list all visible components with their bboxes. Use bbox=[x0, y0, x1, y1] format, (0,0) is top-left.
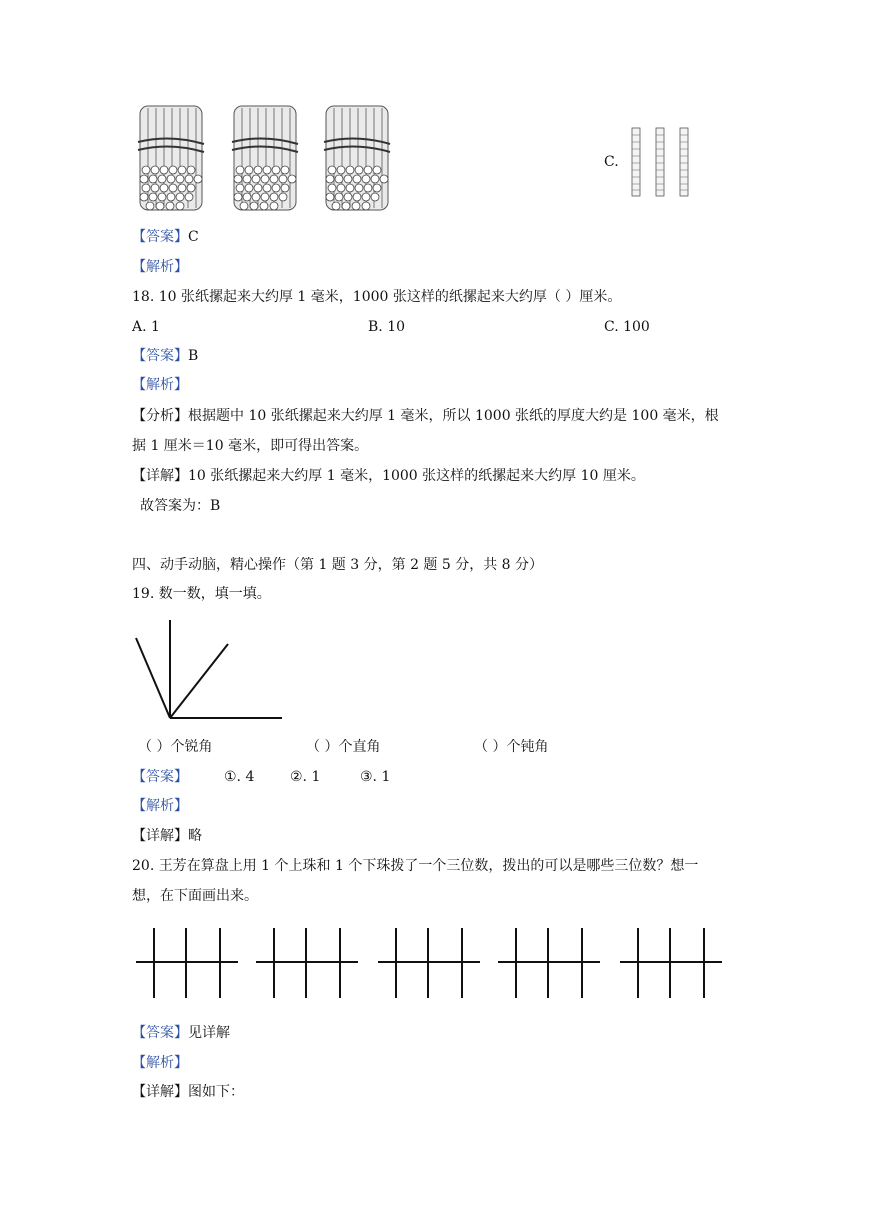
q20-analysis-tag: 【解析】 bbox=[132, 1055, 188, 1071]
q18-fenxi-line2: 据 1 厘米＝10 毫米，即可得出答案。 bbox=[132, 438, 369, 454]
abacus-3 bbox=[378, 928, 480, 998]
option-c-label: C. bbox=[604, 154, 619, 170]
q20-xiangjie: 【详解】图如下： bbox=[132, 1084, 244, 1100]
answer-tag: 【答案】 bbox=[132, 1025, 188, 1041]
right-angle-blank: （ ）个直角 bbox=[306, 739, 381, 755]
q19-question: 19. 数一数，填一填。 bbox=[132, 586, 271, 602]
abacus-5 bbox=[620, 928, 722, 998]
q19-analysis-tag: 【解析】 bbox=[132, 798, 188, 814]
q20-question-line1: 20. 王芳在算盘上用 1 个上珠和 1 个下珠拨了一个三位数，拨出的可以是哪些三位数？想一 bbox=[132, 858, 699, 874]
section-heading: 四、动手动脑，精心操作（第 1 题 3 分，第 2 题 5 分，共 8 分） bbox=[132, 557, 544, 573]
abacus-1 bbox=[136, 928, 238, 998]
q18-fenxi-line1: 【分析】根据题中 10 张纸摞起来大约厚 1 毫米，所以 1000 张纸的厚度大约是 100 毫米，根 bbox=[132, 408, 719, 424]
abacus-4 bbox=[498, 928, 600, 998]
q19-answer-1: ①. 4 bbox=[224, 769, 255, 785]
q18-option-a: A. 1 bbox=[132, 319, 160, 335]
q19-answer-2: ②. 1 bbox=[290, 769, 321, 785]
q17-analysis-tag: 【解析】 bbox=[132, 259, 188, 275]
angles-figure bbox=[134, 618, 286, 722]
abacus-figure bbox=[134, 926, 726, 1000]
q20-question-line2: 想，在下面画出来。 bbox=[132, 888, 258, 904]
q18-option-b: B. 10 bbox=[368, 319, 406, 335]
cube-rods-figure bbox=[630, 126, 694, 198]
stick-bundles-figure bbox=[130, 104, 410, 216]
acute-angle-blank: （ ）个锐角 bbox=[138, 739, 213, 755]
q19-answer-3: ③. 1 bbox=[360, 769, 391, 785]
q18-xiangjie: 【详解】10 张纸摞起来大约厚 1 毫米，1000 张这样的纸摞起来大约厚 10 厘米。 bbox=[132, 468, 645, 484]
q20-answer bbox=[132, 1024, 230, 1042]
q18-question: 18. 10 张纸摞起来大约厚 1 毫米，1000 张这样的纸摞起来大约厚（ ）厘米。 bbox=[132, 289, 622, 305]
q18-conclusion: 故答案为：B bbox=[140, 498, 221, 514]
q18-analysis-tag: 【解析】 bbox=[132, 377, 188, 393]
q19-answer bbox=[132, 768, 188, 786]
q18-answer bbox=[132, 347, 198, 365]
answer-value: 见详解 bbox=[188, 1025, 230, 1041]
answer-value: C bbox=[188, 229, 199, 245]
answer-tag: 【答案】 bbox=[132, 229, 188, 245]
answer-value: B bbox=[188, 348, 199, 364]
q18-option-c: C. 100 bbox=[604, 319, 650, 335]
abacus-2 bbox=[256, 928, 358, 998]
obtuse-angle-blank: （ ）个钝角 bbox=[474, 739, 549, 755]
q19-xiangjie: 【详解】略 bbox=[132, 828, 202, 844]
answer-tag: 【答案】 bbox=[132, 769, 188, 785]
q17-answer bbox=[132, 228, 199, 246]
answer-tag: 【答案】 bbox=[132, 348, 188, 364]
